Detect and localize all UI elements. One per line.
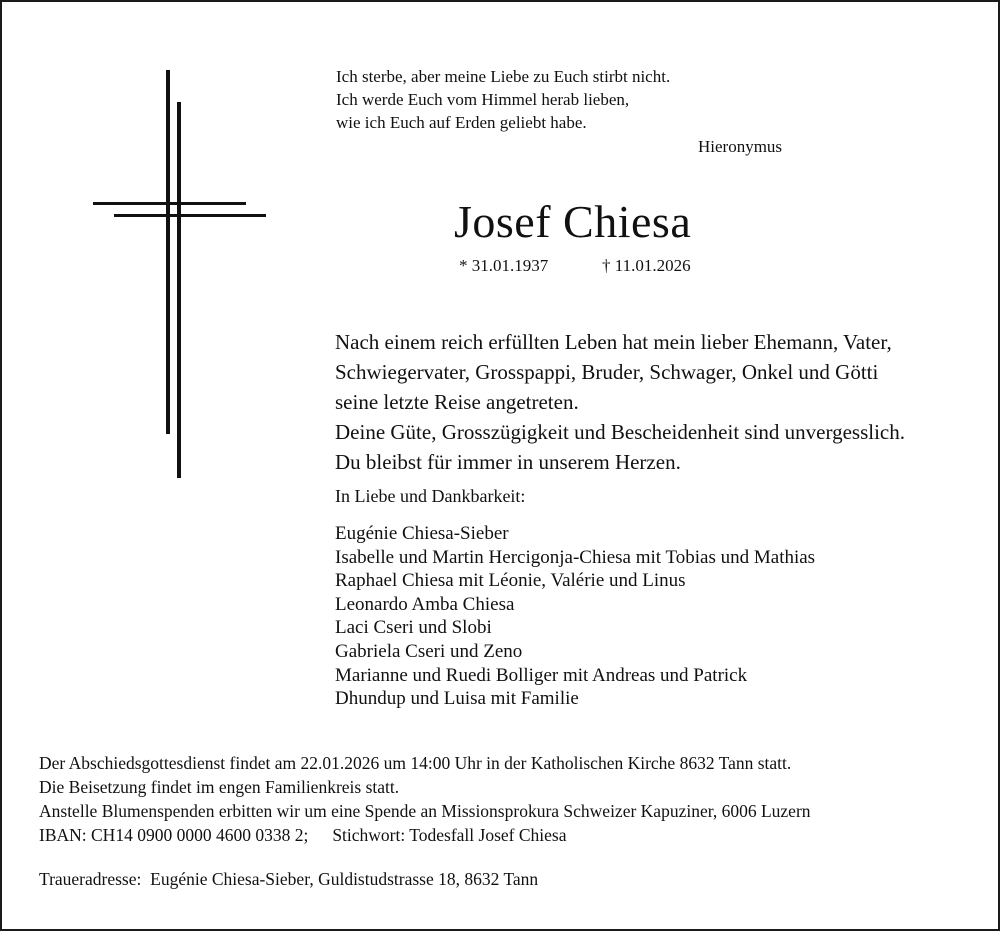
mourner: Marianne und Ruedi Bolliger mit Andreas und Patrick	[335, 664, 748, 686]
obituary-message	[335, 327, 905, 477]
cross-horizontal-bar-back	[93, 202, 246, 205]
message-line: Schwiegervater, Grosspappi, Bruder, Schwager, Onkel und Götti	[335, 360, 879, 384]
address-value: Eugénie Chiesa-Sieber, Guldistudstrasse 18, 8632 Tann	[150, 869, 539, 889]
message-line: Du bleibst für immer in unserem Herzen.	[335, 450, 681, 474]
deceased-name: Josef Chiesa	[454, 196, 692, 247]
death-date: † 11.01.2026	[602, 256, 691, 275]
iban: IBAN: CH14 0900 0000 4600 0338 2;	[39, 825, 309, 845]
service-line: Die Beisetzung findet im engen Familienkreis statt.	[39, 777, 400, 797]
cross-horizontal-bar-front	[114, 214, 266, 217]
mourners-list	[335, 522, 815, 711]
birth-date: * 31.01.1937	[459, 256, 549, 275]
closing-phrase: In Liebe und Dankbarkeit:	[335, 486, 526, 506]
mourner: Eugénie Chiesa-Sieber	[335, 523, 509, 544]
message-line: Deine Güte, Grosszügigkeit und Bescheidenheit sind unvergesslich.	[335, 420, 905, 444]
service-line: Der Abschiedsgottesdienst findet am 22.01.2026 um 14:00 Uhr in der Katholischen Kirche 8632 Tann statt.	[39, 753, 792, 773]
mourning-address	[39, 867, 538, 891]
mourner: Laci Cseri und Slobi	[335, 617, 492, 639]
quote-author: Hieronymus	[698, 137, 783, 156]
quote-line: Ich sterbe, aber meine Liebe zu Euch stirbt nicht.	[336, 67, 671, 86]
mourner: Leonardo Amba Chiesa	[335, 593, 515, 615]
cross-vertical-bar-front	[177, 102, 181, 478]
address-label: Traueradresse:	[39, 869, 142, 889]
message-line: Nach einem reich erfüllten Leben hat mein lieber Ehemann, Vater,	[335, 330, 892, 354]
quote-line: wie ich Euch auf Erden geliebt habe.	[336, 113, 587, 132]
quote-line: Ich werde Euch vom Himmel herab lieben,	[336, 90, 630, 109]
service-line: Anstelle Blumenspenden erbitten wir um eine Spende an Missionsprokura Schweizer Kapuziner, 6006 Luzern	[39, 801, 811, 821]
mourner: Dhundup und Luisa mit Familie	[335, 688, 579, 710]
donation-keyword: Stichwort: Todesfall Josef Chiesa	[332, 825, 567, 845]
mourner: Raphael Chiesa mit Léonie, Valérie und Linus	[335, 570, 686, 592]
message-line: seine letzte Reise angetreten.	[335, 390, 579, 414]
mourner: Isabelle und Martin Hercigonja-Chiesa mit Tobias und Mathias	[335, 546, 816, 568]
service-information	[39, 751, 811, 847]
cross-vertical-bar-back	[166, 70, 170, 434]
mourner: Gabriela Cseri und Zeno	[335, 640, 523, 662]
quote	[336, 65, 670, 134]
donation-line	[39, 823, 811, 847]
